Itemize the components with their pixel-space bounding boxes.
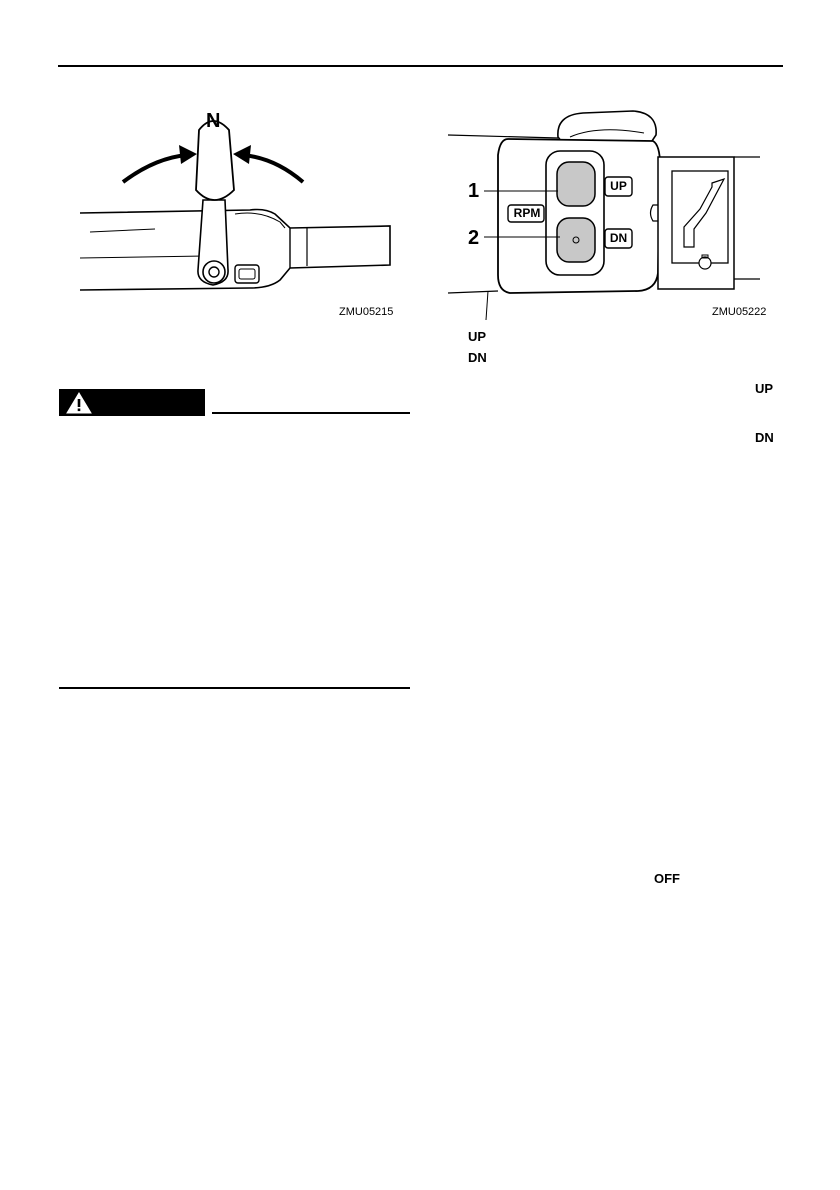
legend-dn: DN	[468, 350, 487, 365]
text-ref-up: UP	[755, 381, 774, 396]
warning-header-bar	[59, 389, 205, 416]
legend-up: UP	[468, 329, 487, 344]
warning-end-rule	[59, 687, 410, 689]
callout-1: 1	[468, 180, 480, 202]
text-ref-off: OFF	[654, 871, 680, 886]
text-ref-dn: DN	[755, 430, 774, 445]
warning-triangle-icon	[66, 392, 92, 414]
neutral-label: N	[206, 110, 221, 132]
shift-lever-illustration	[75, 110, 415, 300]
callout-2: 2	[468, 227, 480, 249]
dn-button-label: DN	[609, 231, 628, 245]
right-figure-code: ZMU05222	[712, 306, 767, 318]
warning-header-rule	[212, 412, 410, 414]
header-rule	[58, 65, 783, 67]
left-figure-code: ZMU05215	[339, 306, 394, 318]
rpm-label: RPM	[513, 206, 541, 220]
up-button-label: UP	[610, 179, 627, 193]
rpm-switch-illustration	[448, 105, 773, 325]
